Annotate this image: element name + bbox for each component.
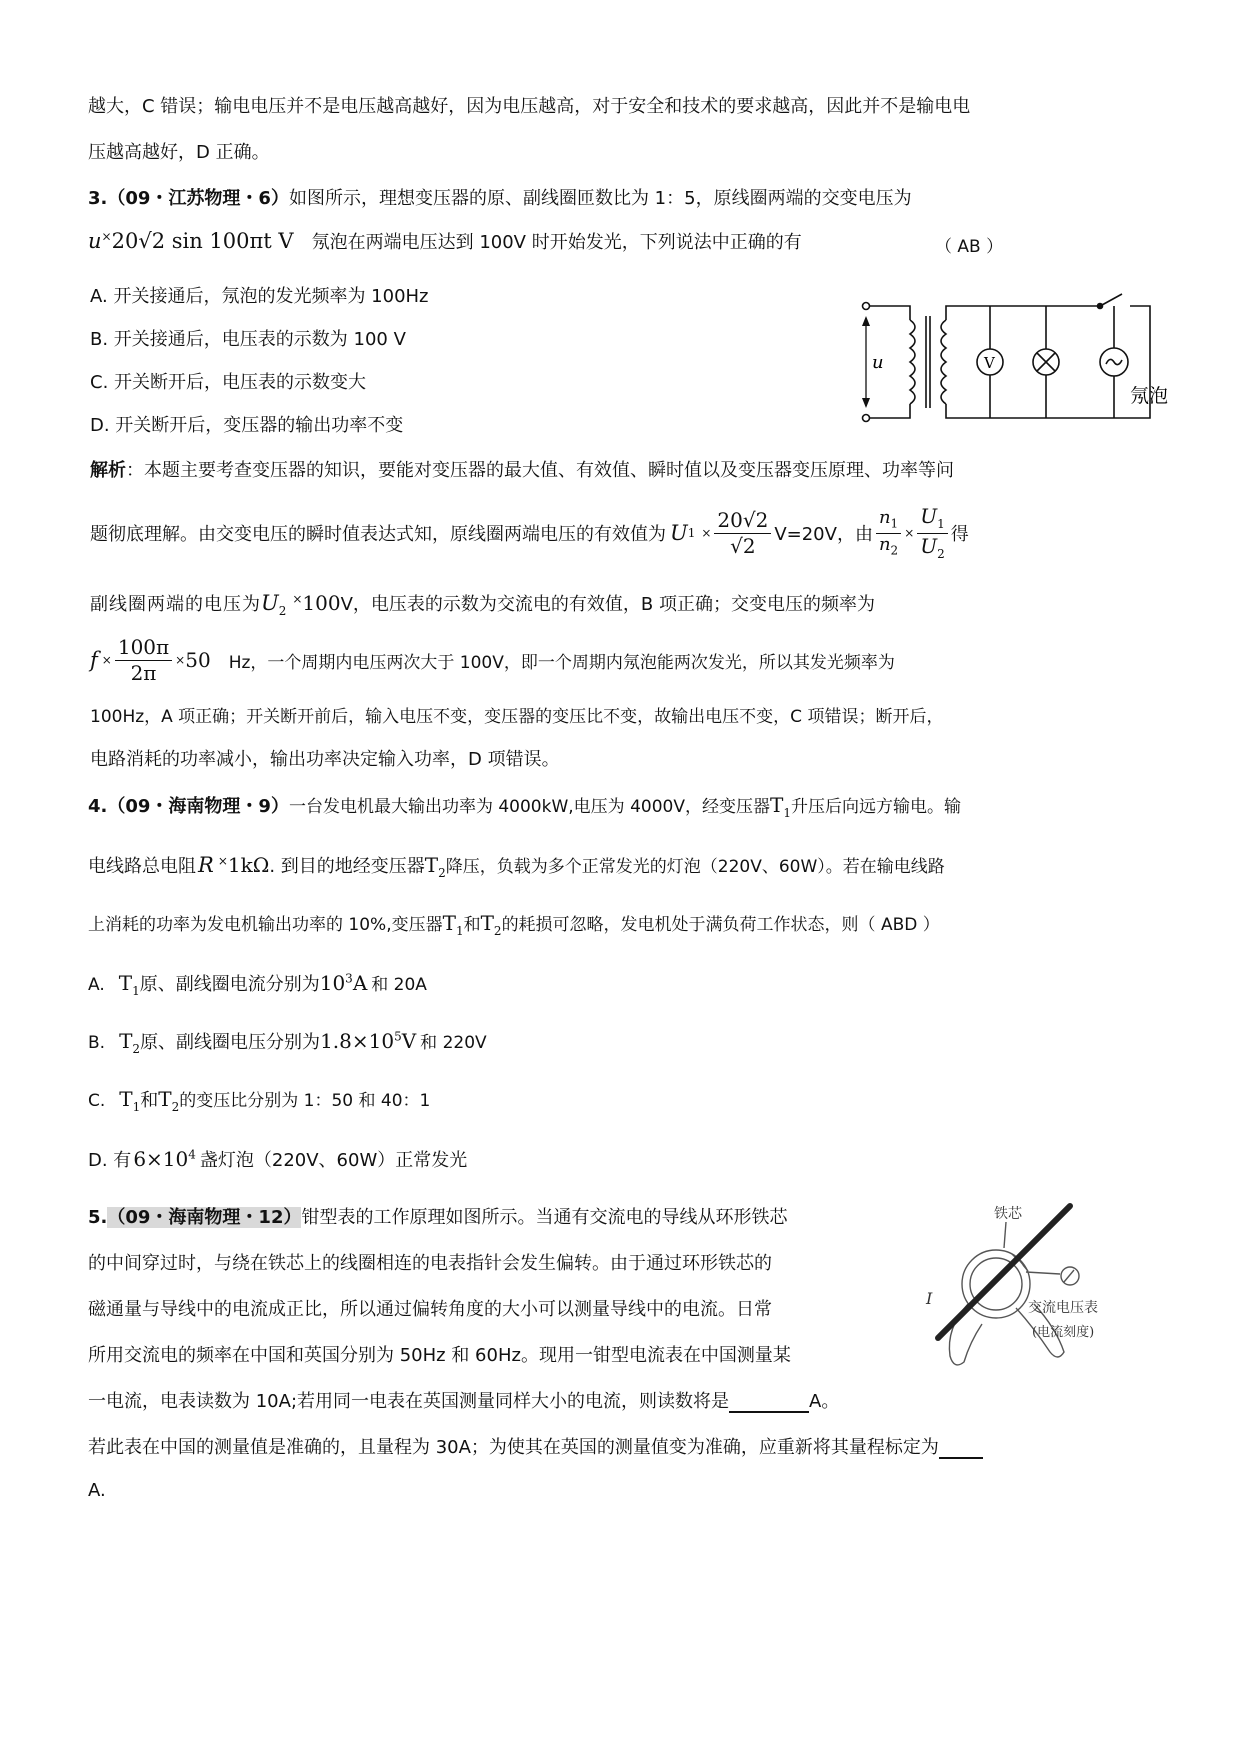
q5-answer-blank-2[interactable] (939, 1439, 983, 1459)
q5-line-4: 所用交流电的频率在中国和英国分别为 50Hz 和 60Hz。现用一钳型电流表在中国测量某 (88, 1345, 791, 1366)
analysis-f: f (90, 648, 98, 672)
q4-T1-b: T (442, 911, 456, 935)
q4-stem-line-2: 电线路总电阻R ×1kΩ. 到目的地经变压器$T_2$降压，负载为多个正常发光的灯泡（220V、60W）。若在输电线路 (88, 853, 945, 880)
analysis-text-1: ：本题主要考查变压器的知识，要能对变压器的最大值、有效值、瞬时值以及变压器变压原理、功率等问 (126, 460, 954, 481)
q5-text-1: 钳型表的工作原理如图所示。当通有交流电的导线从环形铁芯 (301, 1207, 788, 1228)
q5-line-1 (88, 1203, 787, 1229)
q4-option-b (88, 1028, 487, 1056)
analysis-text-2b: V=20V，由 (774, 524, 873, 545)
q3-analysis-line-3: 副线圈两端的电压为$U_2^\times 100V$，电压表的示数为交流电的有效值，B 项正确；交变电压的频率为 (90, 591, 875, 618)
q3-analysis-line-6: 电路消耗的功率减小，输出功率决定输入功率，D 项错误。 (90, 749, 560, 770)
meter-label: 交流电压表 (1028, 1300, 1098, 1316)
analysis-text-3b: V，电压表的示数为交流电的有效值，B 项正确；交变电压的频率为 (340, 594, 875, 615)
q5-answer-blank-1[interactable] (729, 1393, 809, 1413)
q4-option-a-letter: A. (88, 975, 105, 995)
q4-stem-line-3 (88, 910, 940, 938)
q4-option-a-unit: A (352, 971, 368, 995)
q4-stem-2c: 降压，负载为多个正常发光的灯泡（220V、60W）。若在输电线路 (445, 857, 945, 877)
fraction-2-denominator: 2π (130, 660, 157, 685)
circuit-u-label: u (872, 352, 884, 373)
q3-stem-line-2 (88, 228, 802, 254)
q4-option-c-T2: T (158, 1087, 172, 1111)
q4-option-b-text: 原、副线圈电压分别为 (140, 1032, 321, 1053)
q3-formula-u: u (88, 229, 102, 253)
neon-label: 氖泡 (1130, 385, 1169, 407)
q3-analysis-line-5: 100Hz，A 项正确；开关断开前后，输入电压不变，变压器的变压比不变，故输出电压不变，C 项错误；断开后， (90, 707, 944, 727)
q5-line-5 (88, 1387, 839, 1413)
analysis-fraction-2 (115, 636, 172, 685)
q4-T2: T (424, 853, 439, 877)
q5-clamp-meter-diagram (920, 1196, 1140, 1392)
U1b-sub: 1 (937, 516, 945, 531)
q4-stem-2b: . 到目的地经变压器 (269, 856, 425, 877)
q5-source: （09・海南物理・12） (107, 1207, 302, 1228)
fraction-1-denominator: √2 (730, 533, 756, 558)
n1-sub: 1 (890, 516, 899, 531)
q4-option-d-letter: D. 有 (88, 1150, 132, 1171)
fraction-1-numerator: 20√2 (714, 509, 771, 534)
q3-option-c: C. 开关断开后，电压表的示数变大 (90, 372, 367, 393)
q3-number: 3. (88, 188, 108, 209)
q3-answer: （ AB ） (935, 237, 1004, 257)
q3-eq-glyph: × (101, 229, 112, 244)
analysis-U2: U (261, 591, 279, 615)
q4-stem-3b: 和 (463, 915, 481, 935)
analysis-fraction-n (876, 508, 901, 558)
q4-option-c (88, 1086, 430, 1114)
q5-text-5a: 一电流，电表读数为 10A;若用同一电表在英国测量同样大小的电流，则读数将是 (88, 1391, 730, 1412)
core-label: 铁芯 (994, 1206, 1022, 1222)
q4-T1-sub: 1 (783, 805, 791, 820)
q4-option-d-exp: 4 (188, 1147, 196, 1162)
q4-option-b-tail: 和 220V (420, 1033, 487, 1053)
q4-option-a-text: 原、副线圈电流分别为 (139, 974, 320, 995)
q4-option-a-T1-sub: 1 (132, 983, 140, 998)
q4-T2-b-sub: 2 (493, 923, 502, 938)
q4-stem-1a: 一台发电机最大输出功率为 4000kW,电压为 4000V，经变压器 (288, 797, 770, 817)
secondary-coil (941, 320, 946, 404)
analysis-f-value: 50 (185, 648, 211, 672)
q3-analysis-line-1 (90, 456, 954, 482)
n2: n (878, 533, 891, 555)
fraction-2-numerator: 100π (115, 636, 172, 661)
switch-blade (1102, 294, 1122, 305)
terminal-top (863, 303, 870, 310)
analysis-U2-sub: 2 (278, 603, 287, 618)
voltmeter-label: V (984, 354, 995, 372)
q3-circuit-diagram (860, 298, 1169, 428)
analysis-text-3a: 副线圈两端的电压为 (90, 594, 261, 615)
n1: n (878, 507, 891, 529)
q4-option-b-unit: V (401, 1029, 417, 1053)
q4-T2-sub: 2 (438, 865, 446, 880)
q4-option-b-value: 1.8×10 (320, 1029, 395, 1053)
U2b: U (920, 533, 938, 558)
q3-option-d: D. 开关断开后，变压器的输出功率不变 (90, 415, 404, 436)
q4-T2-b: T (480, 911, 494, 935)
q3-stem-2: 氖泡在两端电压达到 100V 时开始发光，下列说法中正确的有 (311, 232, 802, 253)
q5-line-7: A. (88, 1480, 106, 1501)
q4-stem-line-1 (88, 792, 961, 820)
q4-option-a-value: 10 (319, 971, 346, 995)
q4-stem-2a: 电线路总电阻 (88, 856, 196, 877)
analysis-fraction-u (917, 505, 948, 562)
q4-option-c-T1: T (119, 1087, 133, 1111)
current-label: I (926, 1289, 933, 1308)
q3-formula: 20√2 sin 100πt V (111, 229, 294, 253)
q4-option-c-text: 的变压比分别为 1：50 和 40：1 (179, 1091, 431, 1111)
meter-icon (1061, 1267, 1079, 1285)
q4-option-d-value: 6×10 (133, 1147, 189, 1171)
q4-stem-1b: 升压后向远方输电。输 (790, 797, 961, 817)
q3-analysis-line-4: f × $\frac{100\pi}{2\pi}$ × 50 Hz，一个周期内电压两次大于 100V，即一个周期内氖泡能两次发光，所以其发光频率为 (90, 634, 895, 685)
analysis-U1-sub: 1 (687, 526, 696, 540)
primary-coil (910, 320, 915, 404)
scale-label: (电流刻度) (1032, 1325, 1095, 1340)
q4-source: （09・海南物理・9） (107, 796, 289, 817)
q4-option-b-letter: B. (88, 1033, 106, 1053)
q5-number: 5. (88, 1207, 108, 1228)
U1b: U (920, 503, 938, 528)
q4-option-a-T1: T (118, 971, 133, 995)
q3-stem-line-1 (88, 184, 912, 210)
conductor-wire (938, 1206, 1070, 1338)
q5-line-6 (88, 1433, 983, 1459)
q3-option-b: B. 开关接通后，电压表的示数为 100 V (90, 329, 406, 350)
q3-stem-1: 如图所示，理想变压器的原、副线圈匝数比为 1：5，原线圈两端的交变电压为 (288, 188, 912, 209)
q4-option-c-T2-sub: 2 (171, 1099, 180, 1114)
q3-option-a: A. 开关接通后，氖泡的发光频率为 100Hz (90, 286, 429, 307)
analysis-text-4: Hz，一个周期内电压两次大于 100V，即一个周期内氖泡能两次发光，所以其发光频率为 (228, 652, 895, 673)
analysis-text-2c: 得 (950, 524, 969, 545)
q4-option-d-text: 盏灯泡（220V、60W）正常发光 (199, 1150, 468, 1171)
q4-T1: T (769, 793, 784, 817)
analysis-fraction-1 (714, 509, 771, 558)
q4-T1-b-sub: 1 (455, 923, 464, 938)
analysis-U1: U (670, 521, 688, 545)
q3-source: （09・江苏物理・6） (107, 188, 289, 209)
intro-line-2: 压越高越好，D 正确。 (88, 142, 270, 163)
q4-number: 4. (88, 796, 108, 817)
q4-option-a (88, 970, 427, 998)
U2b-sub: 2 (937, 546, 945, 561)
analysis-label: 解析 (90, 460, 126, 481)
terminal-bottom (863, 415, 870, 422)
q4-option-c-letter: C. (88, 1091, 106, 1111)
q5-text-5b: A。 (809, 1391, 840, 1412)
analysis-text-2a: 题彻底理解。由交变电压的瞬时值表达式知，原线圈两端电压的有效值为 (90, 524, 666, 545)
q4-option-a-tail: 和 20A (371, 975, 427, 995)
q4-option-b-exp: 5 (394, 1029, 402, 1044)
q4-option-b-T2: T (119, 1029, 133, 1053)
q5-line-2: 的中间穿过时，与绕在铁芯上的线圈相连的电表指针会发生偏转。由于通过环形铁芯的 (88, 1253, 772, 1274)
q4-option-a-exp: 3 (345, 971, 353, 986)
intro-line-1: 越大，C 错误；输电电压并不是电压越高越好，因为电压越高，对于安全和技术的要求越高，因此并不是输电电 (88, 96, 971, 117)
q4-option-c-and: 和 (140, 1090, 159, 1111)
q4-stem-3c: 的耗损可忽略，发电机处于满负荷工作状态，则（ ABD ） (501, 915, 940, 935)
q4-R: R (198, 853, 214, 877)
q4-option-d (88, 1146, 467, 1172)
q4-option-c-T1-sub: 1 (132, 1099, 141, 1114)
q5-text-6: 若此表在中国的测量值是准确的，且量程为 30A；为使其在英国的测量值变为准确，应重新将其量程标定为 (88, 1437, 939, 1458)
analysis-U2-value: 100 (302, 591, 341, 615)
q3-analysis-line-2: 题彻底理解。由交变电压的瞬时值表达式知，原线圈两端电压的有效值为 U 1 × $\frac{20√2}{√2}$ V=20V，由 $\frac{n_1}{n_2}$ × $\frac{U_1}{U_2}$ 得 (90, 503, 969, 561)
q4-option-b-T2-sub: 2 (132, 1041, 141, 1056)
q4-R-value: 1kΩ (227, 853, 270, 877)
q5-line-3: 磁通量与导线中的电流成正比，所以通过偏转角度的大小可以测量导线中的电流。日常 (88, 1299, 772, 1320)
n2-sub: 2 (890, 543, 899, 558)
q4-stem-3a: 上消耗的功率为发电机输出功率的 10%,变压器 (88, 915, 443, 935)
